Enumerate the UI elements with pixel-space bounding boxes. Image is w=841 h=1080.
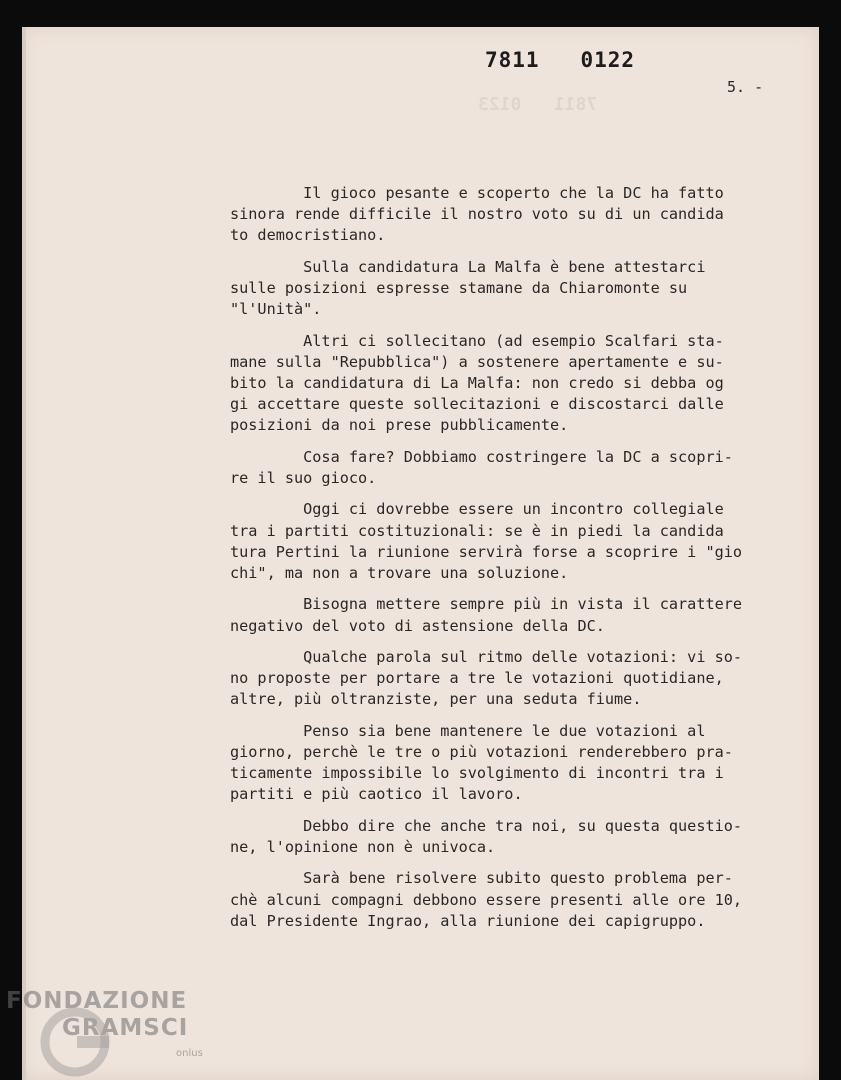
paragraph-7: Qualche parola sul ritmo delle votazioni: vi so- no proposte per portare a tre le votazioni quotidiane, altre, più oltranziste, per una seduta fiume. — [230, 647, 743, 709]
sheet-edge — [22, 27, 26, 1080]
paragraph-8: Penso sia bene mantenere le due votazioni al giorno, perchè le tre o più votazioni renderebbero pra- ticamente impossibile lo svolgimento di incontri tra i partiti e più caotico il lavoro. — [230, 721, 733, 804]
paragraph-3: Altri ci sollecitano (ad esempio Scalfari sta- mane sulla "Repubblica") a sostenere apertamente e su- bito la candidatura di La Malfa: non credo si debba og gi accettare queste sollecitazioni e discostarci dalle posizioni da noi prese pubblicamente. — [230, 331, 724, 435]
fondazione-gramsci-watermark — [6, 988, 226, 1080]
document-number: 7811 0122 — [485, 48, 636, 72]
bleed-through-number: 7811 0123 — [478, 94, 598, 115]
watermark-line1: FONDAZIONE — [6, 988, 188, 1014]
watermark-suffix: onlus — [176, 1048, 203, 1059]
paragraph-5: Oggi ci dovrebbe essere un incontro collegiale tra i partiti costituzionali: se è in piedi la candida tura Pertini la riunione servirà forse a scoprire i "gio chi", ma non a trovare una soluzione. — [230, 500, 743, 582]
paragraph-6: Bisogna mettere sempre più in vista il carattere negativo del voto di astensione della DC. — [230, 595, 743, 635]
letter-body — [230, 183, 790, 942]
paragraph-9: Debbo dire che anche tra noi, su questa questio- ne, l'opinione non è univoca. — [230, 816, 743, 856]
paragraph-10: Sarà bene risolvere subito questo problema per- chè alcuni compagni debbono essere presenti alle ore 10, dal Presidente Ingrao, alla riunione dei capigruppo. — [230, 869, 743, 930]
paragraph-2: Sulla candidatura La Malfa è bene attestarci sulle posizioni espresse stamane da Chiaromonte su "l'Unità". — [230, 257, 706, 319]
watermark-line2: GRAMSCI — [62, 1015, 189, 1041]
paragraph-4: Cosa fare? Dobbiamo costringere la DC a scopri- re il suo gioco. — [230, 447, 733, 487]
page-number: 5. - — [727, 78, 764, 96]
paragraph-1: Il gioco pesante e scoperto che la DC ha fatto sinora rende difficile il nostro voto su di un candida to democristiano. — [230, 184, 724, 245]
